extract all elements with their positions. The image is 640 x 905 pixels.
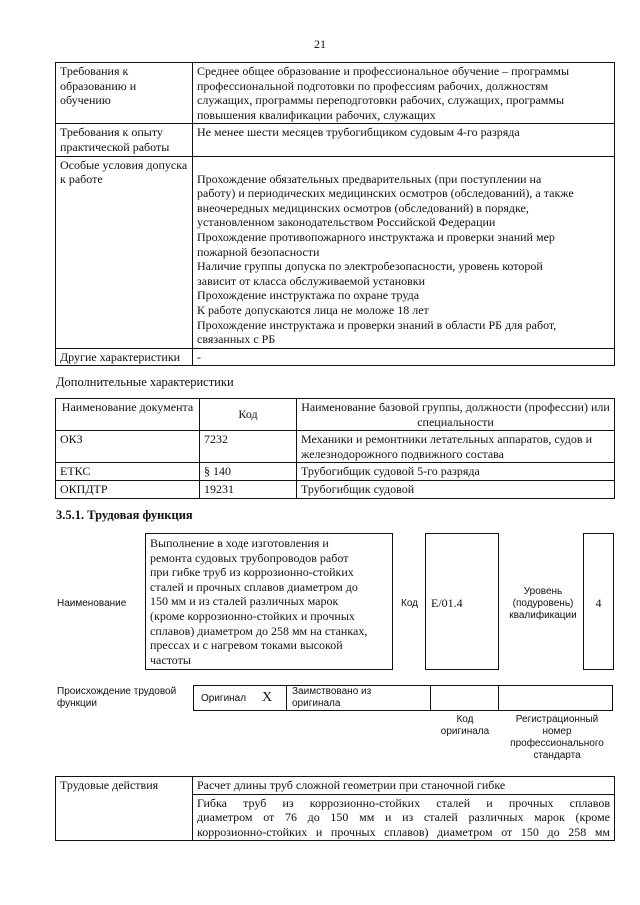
text-line: при гибке труб из коррозионно-стойких: [150, 565, 354, 580]
row-label: Требования к опыту практической работы: [56, 124, 193, 156]
requirements-table: [55, 62, 615, 366]
text-line: профессиональной подготовки по профессиям рабочих, должностям: [197, 78, 549, 93]
text-line: служащих, программы переподготовки рабочих, служащих, программы: [197, 93, 565, 108]
text-line: Выполнение в ходе изготовления и: [150, 536, 329, 550]
code-cell: 7232: [200, 431, 297, 463]
header-cell: Наименование базовой группы, должности (профессии) или специальности: [297, 399, 615, 431]
text-line: Наличие группы допуска по электробезопасности, уровень которой: [197, 259, 543, 274]
text-line: сталей и прочных сплавов диаметром до: [150, 579, 358, 594]
text-line: сплавов) диаметром до 258 мм на станках,: [150, 623, 368, 638]
actions-table: [55, 776, 615, 841]
code-label: Код: [401, 598, 419, 609]
row-label: Особые условия допуска к работе: [56, 156, 193, 348]
function-name-box: [145, 533, 393, 670]
divider: [430, 685, 431, 711]
name-cell: Трубогибщик судовой: [297, 480, 615, 498]
original-label: Оригинал: [201, 693, 247, 704]
code-original-label: Код оригинала: [440, 714, 490, 737]
header-cell: Код: [200, 399, 297, 431]
row-value: [193, 156, 615, 348]
text-line: Прохождение инструктажа по охране труда: [197, 288, 420, 303]
doc-cell: ЕТКС: [56, 463, 200, 481]
level-label: Уровень (подуровень) квалификации: [509, 586, 577, 621]
text-line: Гибка труб из коррозионно-стойких сталей и прочных сплавов: [197, 795, 610, 810]
borrowed-label: Заимствовано из оригинала: [292, 686, 372, 709]
table-row: [56, 480, 615, 498]
table-row: [56, 63, 615, 124]
text-line: пожарной безопасности: [197, 244, 320, 259]
table-row: [56, 156, 615, 348]
name-label: Наименование: [57, 598, 127, 609]
divider: [286, 685, 287, 711]
text-line: работу) и периодических медицинских осмотров (обследований), а также: [197, 186, 574, 201]
additional-title: Дополнительные характеристики: [56, 375, 234, 389]
code-box: E/01.4: [425, 533, 499, 670]
doc-cell: ОКПДТР: [56, 480, 200, 498]
text-line: Прохождение инструктажа и проверки знаний в области РБ для работ,: [197, 317, 557, 332]
row-value: Не менее шести месяцев трубогибщиком судовым 4-го разряда: [193, 124, 615, 156]
additional-table: [55, 398, 615, 499]
row-label: Трудовые действия: [56, 777, 193, 841]
text-line: К работе допускаются лица не моложе 18 лет: [197, 302, 429, 317]
action-item: Расчет длины труб сложной геометрии при станочной гибке: [193, 777, 615, 795]
text-line: диаметром от 76 до 150 мм и из сталей различных марок (кроме: [197, 810, 610, 825]
text-line: прессах и с нагревом токами высокой: [150, 638, 343, 653]
table-row: [56, 124, 615, 156]
text-line: 150 мм и из сталей различных марок: [150, 594, 339, 609]
table-row: [56, 348, 615, 366]
table-header-row: [56, 399, 615, 431]
name-cell: Трубогибщик судовой 5-го разряда: [297, 463, 615, 481]
function-heading: 3.5.1. Трудовая функция: [56, 508, 193, 522]
text-line: ремонта судовых трубопроводов работ: [150, 550, 349, 565]
text-line: Прохождение противопожарного инструктажа и проверки знаний мер: [197, 229, 555, 244]
blank-line: [197, 158, 610, 172]
table-row: [56, 777, 615, 795]
registration-label: Регистрационный номер профессионального стандарта: [510, 714, 604, 761]
page-number: 21: [314, 37, 326, 51]
name-cell: Механики и ремонтники летательных аппаратов, судов и железнодорожного подвижного состава: [297, 431, 615, 463]
table-row: [56, 431, 615, 463]
text-line: установленном законодательством Российской Федерации: [197, 215, 496, 230]
text-line: связанных с РБ: [197, 332, 276, 347]
text-line: коррозионно-стойких и прочных сплавов) диаметром от 150 до 258 мм: [197, 824, 610, 839]
table-row: [56, 463, 615, 481]
origin-label: Происхождение трудовой функции: [57, 686, 177, 709]
text-line: Среднее общее образование и профессиональное обучение – программы: [197, 64, 570, 78]
text-line: Прохождение обязательных предварительных (при поступлении на: [197, 171, 542, 186]
header-cell: Наименование документа: [56, 399, 200, 431]
doc-cell: ОКЗ: [56, 431, 200, 463]
row-label: Другие характеристики: [56, 348, 193, 366]
text-line: частоты: [150, 652, 191, 667]
original-mark: X: [262, 690, 273, 705]
row-value: -: [193, 348, 615, 366]
code-cell: § 140: [200, 463, 297, 481]
text-line: внеочередных медицинских осмотров (обследований) в порядке,: [197, 200, 529, 215]
action-item: [193, 794, 615, 841]
code-cell: 19231: [200, 480, 297, 498]
text-line: зависит от класса обслуживаемой установки: [197, 273, 426, 288]
level-box: 4: [583, 533, 614, 670]
divider: [498, 685, 499, 711]
text-line: повышения квалификации рабочих, служащих: [197, 107, 436, 122]
row-value: [193, 63, 615, 124]
text-line: (кроме коррозионно-стойких и прочных: [150, 608, 355, 623]
row-label: Требования к образованию и обучению: [56, 63, 193, 124]
